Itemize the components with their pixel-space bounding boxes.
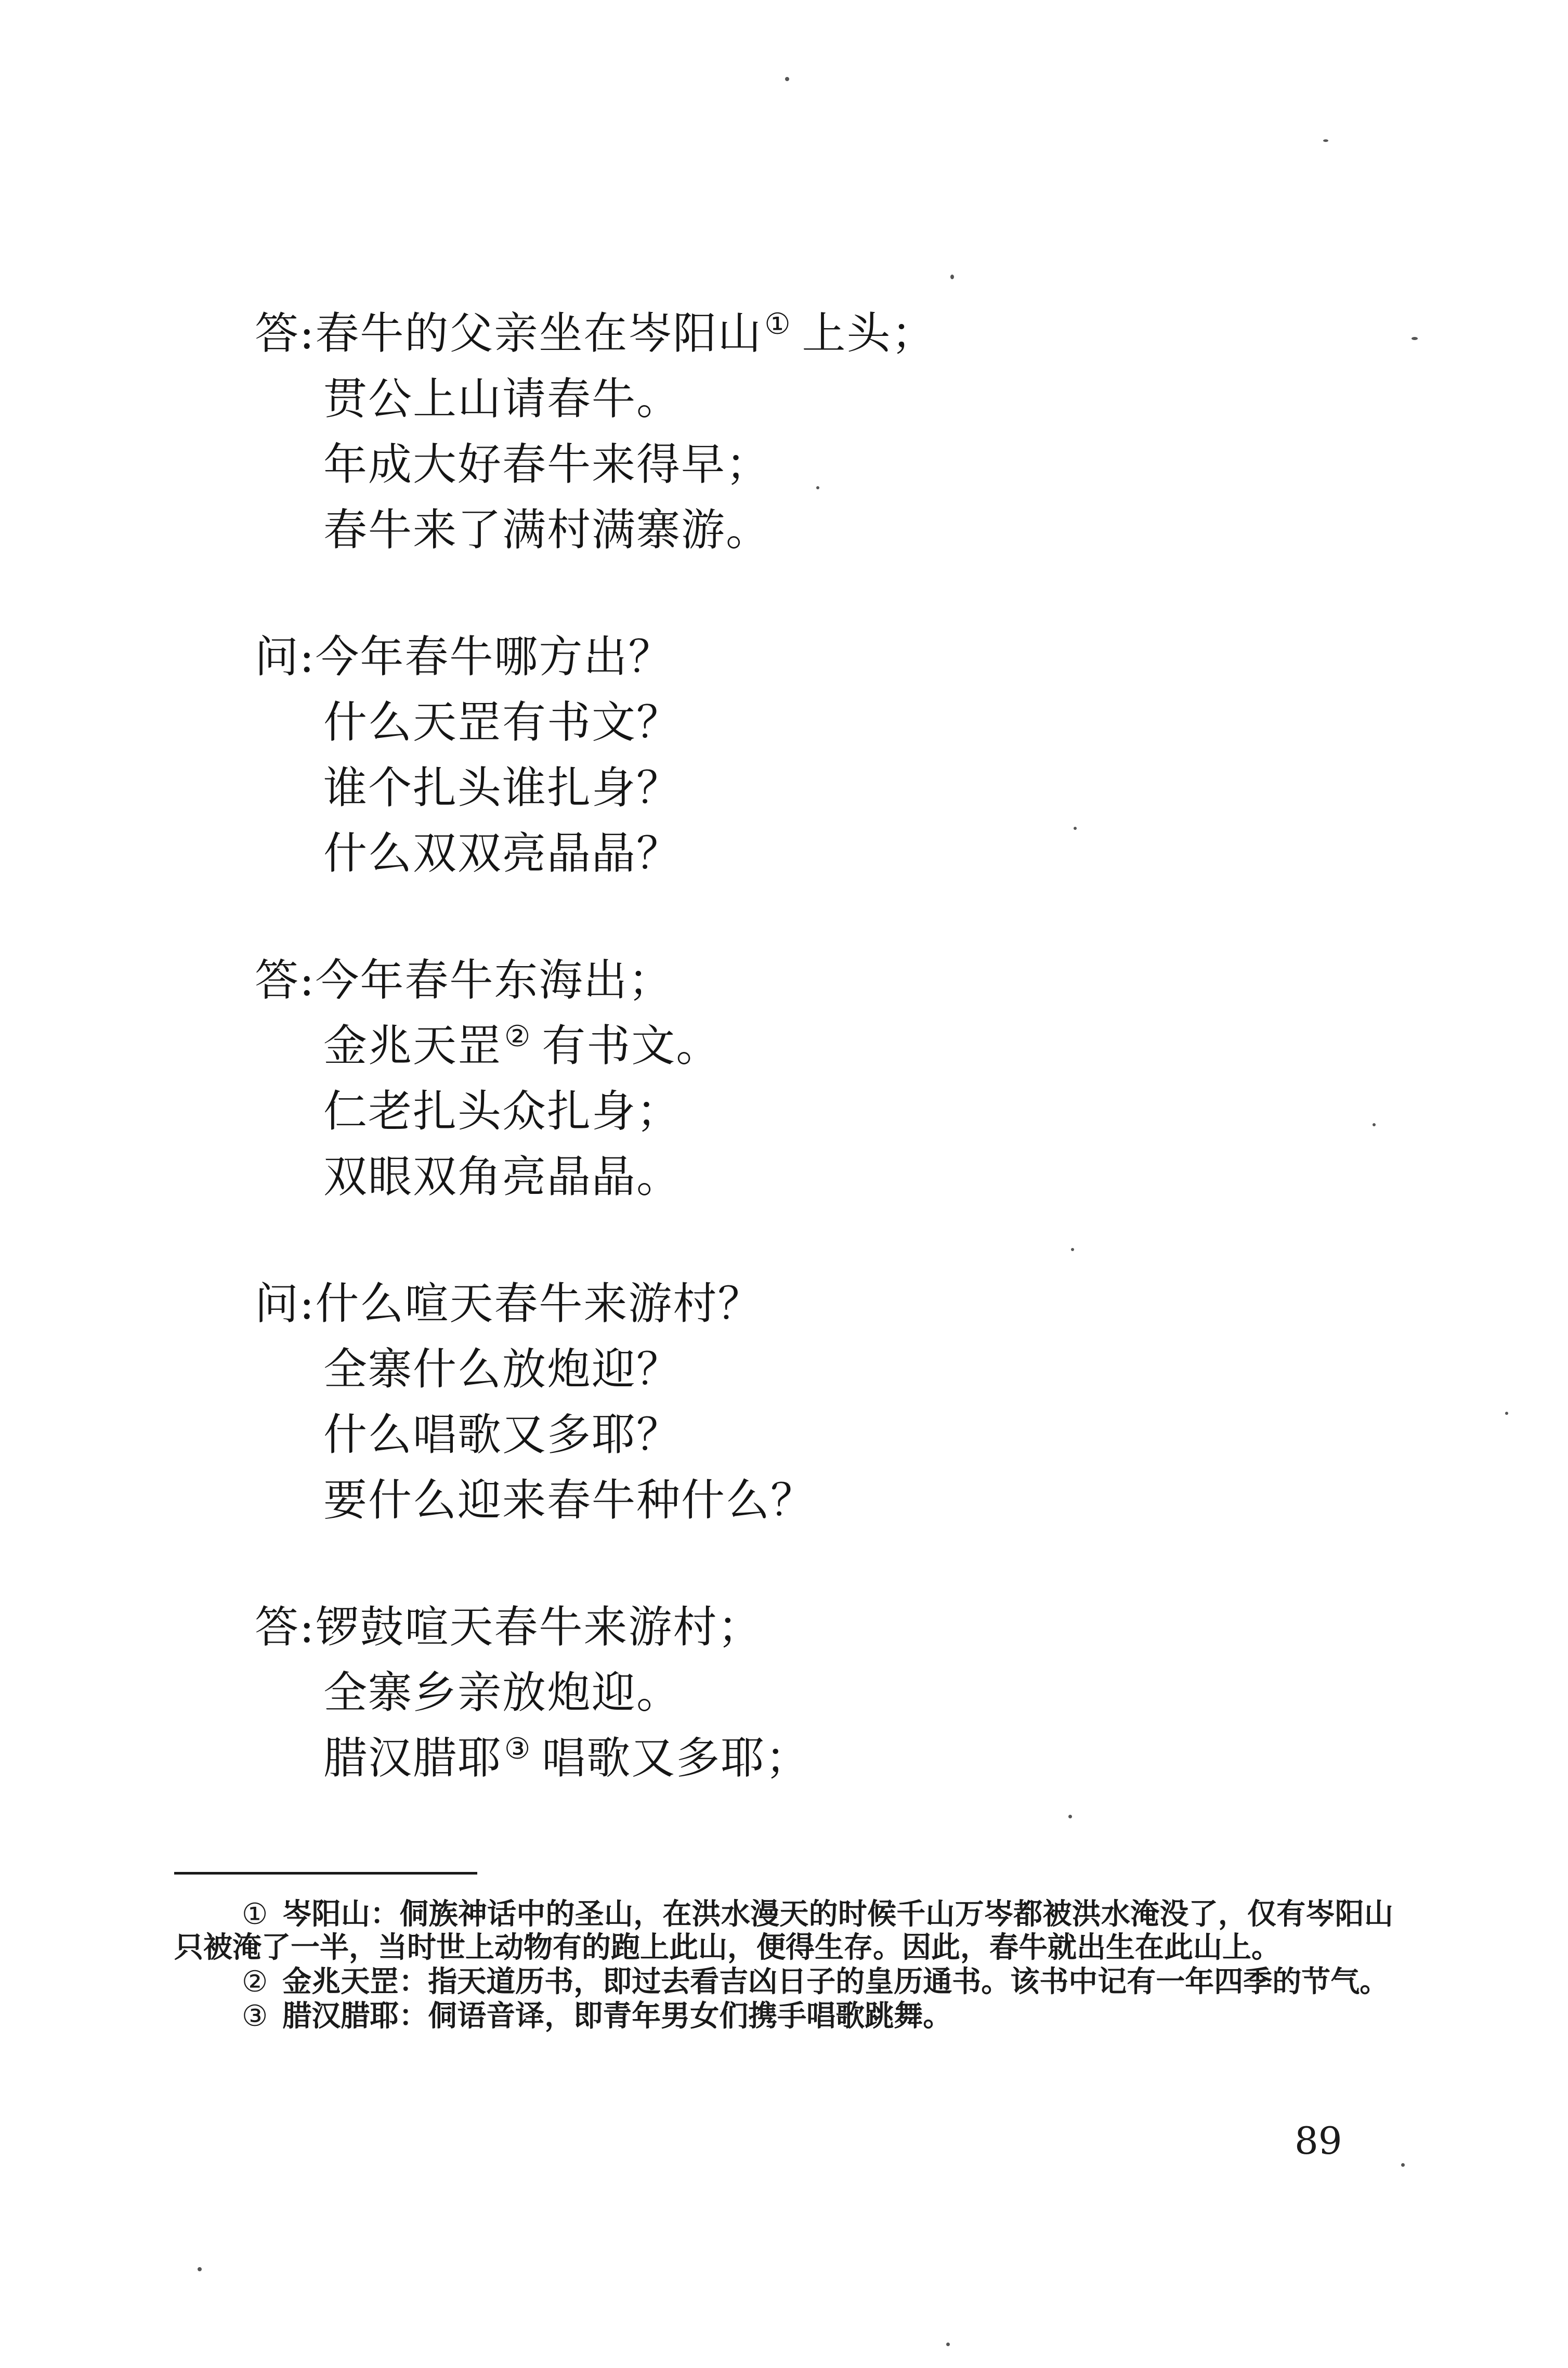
verse-line: 仁老扎头众扎身； xyxy=(323,1086,682,1137)
footnote-1 xyxy=(174,1898,1393,1964)
scan-speck xyxy=(1401,2163,1405,2167)
verse-line: 要什么迎来春牛种什么？ xyxy=(323,1475,816,1526)
scan-speck xyxy=(1323,139,1328,142)
verse-line xyxy=(255,1725,1451,1791)
verse-line: 什么唱歌又多耶？ xyxy=(323,1409,682,1460)
footnote-reference: ③ xyxy=(504,1732,532,1766)
stanza-question-2 xyxy=(255,1271,1451,1533)
stanza-question-1 xyxy=(255,624,1451,886)
footnote-mark: ① xyxy=(242,1897,268,1931)
speaker-label: 问 xyxy=(255,631,300,682)
speaker-label: 问 xyxy=(255,1278,300,1329)
scan-speck xyxy=(1412,337,1418,340)
footnote-2 xyxy=(174,1966,1393,1999)
speaker-separator: : xyxy=(299,955,316,1006)
scan-speck xyxy=(1373,1123,1376,1126)
verse-line: 全寨什么放炮迎？ xyxy=(323,1344,682,1395)
speaker-label: 答 xyxy=(255,1602,300,1653)
stanza-first-line xyxy=(255,947,1451,1013)
footnote-mark: ② xyxy=(242,1965,268,1999)
verse-line: 春牛来了满村满寨游。 xyxy=(323,504,771,555)
scan-speck xyxy=(1068,1815,1072,1818)
footnote-reference: ② xyxy=(504,1020,532,1053)
verse-text: 今年春牛东海出； xyxy=(315,955,673,1006)
speaker-separator: : xyxy=(299,308,316,359)
footnote-text: 腊汉腊耶：侗语音译，即青年男女们携手唱歌跳舞。 xyxy=(282,1999,952,2033)
verse-text-continued: 唱歌又多耶； xyxy=(542,1733,811,1784)
footnote-reference: ① xyxy=(764,307,792,341)
scan-speck xyxy=(1071,1248,1074,1251)
verse-text: 春牛的父亲坐在岑阳山 xyxy=(315,308,763,359)
verse-line: 什么双双亮晶晶？ xyxy=(323,828,682,879)
speaker-separator: : xyxy=(299,1602,316,1653)
scan-speck xyxy=(785,77,789,81)
verse-text: 锣鼓喧天春牛来游村； xyxy=(315,1602,763,1653)
verse-line: 贯公上山请春牛。 xyxy=(323,373,682,424)
footnote-mark: ③ xyxy=(242,1999,268,2033)
page-number: 89 xyxy=(1295,2119,1342,2163)
verse-text-continued: 上头； xyxy=(802,308,936,359)
footnote-divider xyxy=(174,1872,477,1875)
stanza-answer-3 xyxy=(255,1594,1451,1791)
scan-speck xyxy=(1074,827,1077,830)
speaker-separator: : xyxy=(299,1278,316,1329)
scan-speck xyxy=(1505,1412,1508,1415)
verse-text: 金兆天罡 xyxy=(323,1020,503,1071)
footnote-3 xyxy=(174,2000,1393,2033)
footnote-text: 金兆天罡：指天道历书，即过去看吉凶日子的皇历通书。该书中记有一年四季的节气。 xyxy=(282,1965,1389,1999)
speaker-separator: : xyxy=(299,631,316,682)
verse-line: 全寨乡亲放炮迎。 xyxy=(323,1667,682,1718)
stanza-answer-1 xyxy=(255,301,1451,563)
speaker-label: 答 xyxy=(255,308,300,359)
verse-line: 双眼双角亮晶晶。 xyxy=(323,1151,682,1202)
verse-text: 腊汉腊耶 xyxy=(323,1733,503,1784)
stanza-first-line xyxy=(255,624,1451,689)
verse-line: 年成大好春牛来得早； xyxy=(323,439,771,490)
speaker-label: 答 xyxy=(255,955,300,1006)
verse-line xyxy=(255,1013,1451,1078)
stanza-first-line xyxy=(255,301,1451,366)
stanza-answer-2 xyxy=(255,947,1451,1209)
verse-text-continued: 有书文。 xyxy=(542,1020,721,1071)
verse-line: 什么天罡有书文？ xyxy=(323,697,682,748)
footnote-text: 岑阳山：侗族神话中的圣山，在洪水漫天的时候千山万岑都被洪水淹没了，仅有岑阳山只被淹了一半，当时世上动物有的跑上此山，便得生存。因此，春牛就出生在此山上。 xyxy=(174,1897,1394,1964)
scan-speck xyxy=(816,486,819,489)
scan-speck xyxy=(950,275,954,279)
footnotes xyxy=(174,1898,1393,2034)
verse-text: 今年春牛哪方出？ xyxy=(315,631,673,682)
verse-line: 谁个扎头谁扎身？ xyxy=(323,762,682,813)
scan-speck xyxy=(946,2343,950,2346)
verse-text: 什么喧天春牛来游村？ xyxy=(315,1278,763,1329)
stanza-first-line xyxy=(255,1271,1451,1336)
scan-speck xyxy=(198,2267,202,2271)
stanza-first-line xyxy=(255,1594,1451,1660)
